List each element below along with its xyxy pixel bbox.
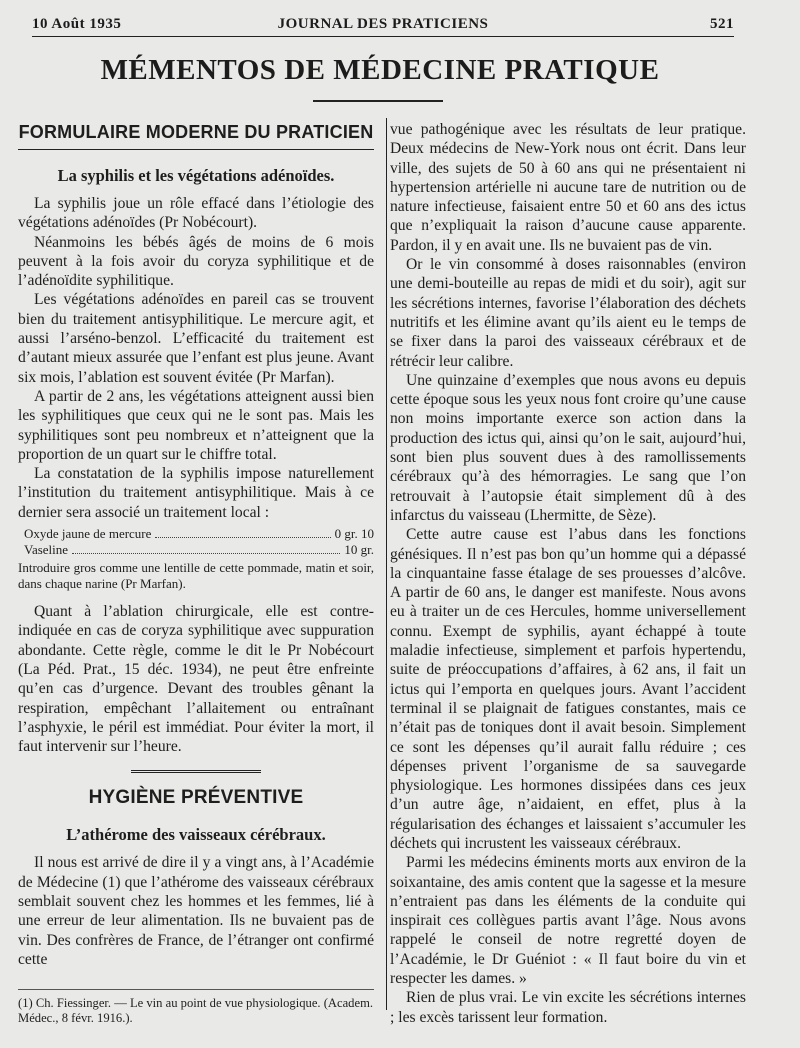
paragraph: vue pathogénique avec les résultats de leur pratique. Deux médecins de New-York nous ont écrit. Dans leur ville, des sujets de 50 à 60 ans qui ne présentaient ni hypertension artérielle ni aucune tare de nutrition ou de nature infectieuse, faisaient entre 50 et 60 ans des ictus que n’expliquait la raison d’aucune cause apparente. Pardon, il y en avait une. Ils ne buvaient pas de vin. — [390, 121, 746, 254]
paragraph: Quant à l’ablation chirurgicale, elle est contre-indiquée en cas de coryza syphilitique avec suppuration abondante. Cette règle, comme le dit le Pr Nobécourt (La Péd. Prat., 15 déc. 1934), ne peut être enfreinte qu’en cas d’urgence. Devant des troubles gênant la respiration, empêchant l’allaitement ou entraînant l’asphyxie, le péril est immédiat. Pour éviter la mort, il faut intervenir sur l’heure. — [18, 603, 374, 756]
formula-instructions: Introduire gros comme une lentille de cette pommade, matin et soir, dans chaque narine (Pr Marfan). — [18, 560, 374, 592]
article-title-syphilis: La syphilis et les végétations adénoïdes. — [57, 166, 335, 185]
running-header — [32, 14, 734, 37]
page-title: MÉMENTOS DE MÉDECINE PRATIQUE — [100, 54, 660, 86]
header-page-number: 521 — [710, 16, 734, 32]
paragraph: Les végétations adénoïdes en pareil cas se trouvent bien du traitement antisyphilitique. Le mercure agit, et aussi l’arséno-benzol. L’efficacité du traitement est d’autant mieux assurée que l’enfant est plus jeune. Avant six mois, l’ablation est souvent évitée (Pr Marfan). — [18, 291, 374, 386]
right-column — [390, 120, 746, 1027]
paragraph: Il nous est arrivé de dire il y a vingt ans, à l’Académie de Médecine (1) que l’athérome des vaisseaux cérébraux semblait souvent chez les hommes et les femmes, lié à une erreur de leur alimentation. Ils ne buvaient pas de vin. Des confrères de France, de l’étranger ont confirmé cette — [18, 854, 374, 968]
header-journal-name: JOURNAL DES PRATICIENS — [277, 16, 489, 32]
paragraph: Or le vin consommé à doses raisonnables (environ une demi-bouteille au repas de midi et du soir), agit sur les sécrétions internes, favorise l’élaboration des déchets nutritifs et les élimine avant qu’ils aient eu le temps de se fixer dans la paroi des vaisseaux cérébraux et de rétrécir leur calibre. — [390, 256, 746, 370]
formula-ingredient: Oxyde jaune de mercure — [24, 526, 152, 542]
section-title-hygiene: HYGIÈNE PRÉVENTIVE — [88, 787, 304, 809]
section-separator — [131, 770, 261, 773]
formula-ingredient: Vaseline — [24, 542, 69, 558]
article-title-atherome: L’athérome des vaisseaux cérébraux. — [66, 825, 326, 845]
leader-dots — [155, 526, 330, 538]
formula-dose: 10 gr. — [344, 542, 374, 558]
paragraph: Parmi les médecins éminents morts aux environ de la soixantaine, des amis content que la sagesse et la mesure n’entraient pas dans les éléments de la conduite qui inspirait ces collègues partis avant l’âge. Nous avons rappelé le conseil de notre regretté doyen de l’Académie, le Dr Guéniot : « Il faut boire du vin et respecter les dames. » — [390, 854, 746, 988]
prescription-formula — [18, 526, 374, 592]
leader-dots — [72, 542, 340, 554]
paragraph: Rien de plus vrai. Le vin excite les sécrétions internes ; les excès tarissent leur formation. — [390, 989, 746, 1026]
paragraph: Néanmoins les bébés âgés de moins de 6 mois peuvent à la fois avoir du coryza syphilitique et de l’adénoïdite syphilitique. — [18, 233, 374, 290]
formula-row — [18, 542, 374, 558]
formula-dose: 0 gr. 10 — [334, 526, 374, 542]
left-column — [18, 122, 374, 1026]
paragraph: La syphilis joue un rôle effacé dans l’étiologie des végétations adénoïdes (Pr Nobécourt). — [18, 195, 374, 232]
section-title-formulaire: FORMULAIRE MODERNE DU PRATICIEN — [18, 122, 374, 142]
formula-row — [18, 526, 374, 542]
title-divider — [313, 100, 443, 102]
paragraph: La constatation de la syphilis impose naturellement l’institution du traitement antisyphilitique. Mais à ce dernier sera associé un traitement local : — [18, 465, 374, 521]
paragraph: Cette autre cause est l’abus dans les fonctions génésiques. Il n’est pas bon qu’un homme qui a dépassé la cinquantaine fasse étalage de ses prouesses d’alcôve. A partir de 60 ans, le danger est manifeste. Nous avons eu à traiter un de ces Hercules, homme universellement connu. Exempt de syphilis, ayant échappé à toute maladie infectieuse, simplement et parfois hypertendu, suite de préoccupations d’affaires, à 62 ans, il fait un ictus qui l’emporta en quelques jours. Avant l’accident terminal il se plaignait de fatigues constantes, mais ce n’était pas de toniques dont il avait besoin. Simplement ce sont les dépenses qu’il aurait fallu réduire ; ces dépenses privent l’organisme de sa sauvegarde physiologique. Les hormones dissipées dans ces jeux d’un autre âge, n’aidaient, en effet, plus à la régularisation des échanges et laissaient s’accumuler les déchets qui incrustent les vaisseaux cérébraux. — [390, 526, 746, 852]
paragraph: A partir de 2 ans, les végétations atteignent aussi bien les syphilitiques que ceux qui ne le sont pas. Mais les syphilitiques sont peu nombreux et n’atteignent que la proportion de un quart sur le chiffre total. — [18, 387, 374, 463]
column-divider — [386, 118, 387, 1010]
paragraph: Une quinzaine d’exemples que nous avons eu depuis cette époque sous les yeux nous font croire qu’une cause non moins importante exerce son action dans la production des ictus qui, ainsi qu’on le sait, aujourd’hui, sont bien plus souvent dues à des ramollissements cérébraux qu’à des hémorragies. Le sang que l’on retrouvait à l’autopsie était simplement dû à des infarctus du vaisseau (Lhermitte, de Sèze). — [390, 371, 746, 524]
footnote: (1) Ch. Fiessinger. — Le vin au point de vue physiologique. (Academ. Médec., 8 févr. 1916.). — [18, 989, 374, 1026]
section-rule — [18, 149, 374, 150]
header-date: 10 Août 1935 — [32, 16, 122, 32]
